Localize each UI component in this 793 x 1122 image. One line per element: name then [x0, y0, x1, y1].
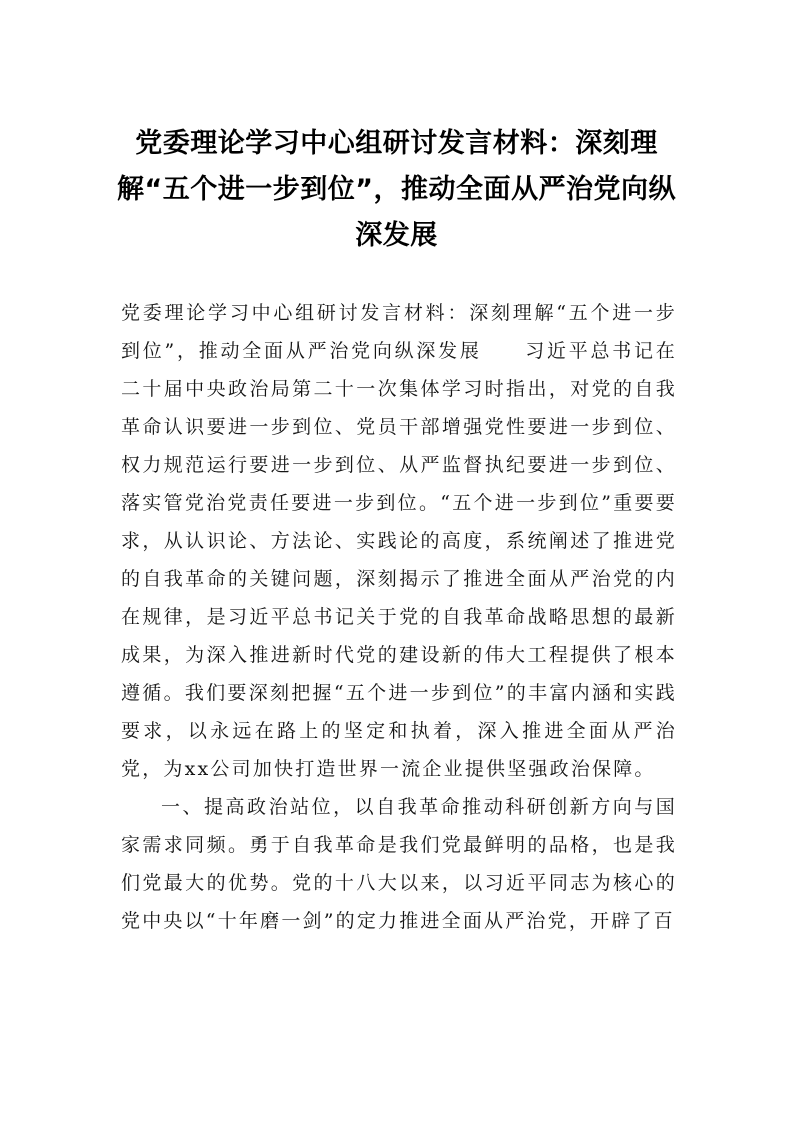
- document-body: [121, 294, 677, 940]
- document-title: 党委理论学习中心组研讨发言材料：深刻理解“五个进一步到位”，推动全面从严治党向纵深发展: [117, 128, 676, 251]
- body-paragraph: 一、提高政治站位，以自我革命推动科研创新方向与国家需求同频。勇于自我革命是我们党最鲜明的品格，也是我们党最大的优势。党的十八大以来，以习近平同志为核心的党中央以“十年磨一剑”的定力推进全面从严治党，开辟了百: [121, 796, 677, 932]
- body-paragraph: 党委理论学习中心组研讨发言材料：深刻理解“五个进一步到位”，推动全面从严治党向纵深发展 习近平总书记在二十届中央政治局第二十一次集体学习时指出，对党的自我革命认识要进一步到位、党员干部增强党性要进一步到位、权力规范运行要进一步到位、从严监督执纪要进一步到位、落实管党治党责任要进一步到位。“五个进一步到位”重要要求，从认识论、方法论、实践论的高度，系统阐述了推进党的自我革命的关键问题，深刻揭示了推进全面从严治党的内在规律，是习近平总书记关于党的自我革命战略思想的最新成果，为深入推进新时代党的建设新的伟大工程提供了根本遵循。我们要深刻把握“五个进一步到位”的丰富内涵和实践要求，以永远在路上的坚定和执着，深入推进全面从严治党，为xx公司加快打造世界一流企业提供坚强政治保障。: [121, 302, 677, 780]
